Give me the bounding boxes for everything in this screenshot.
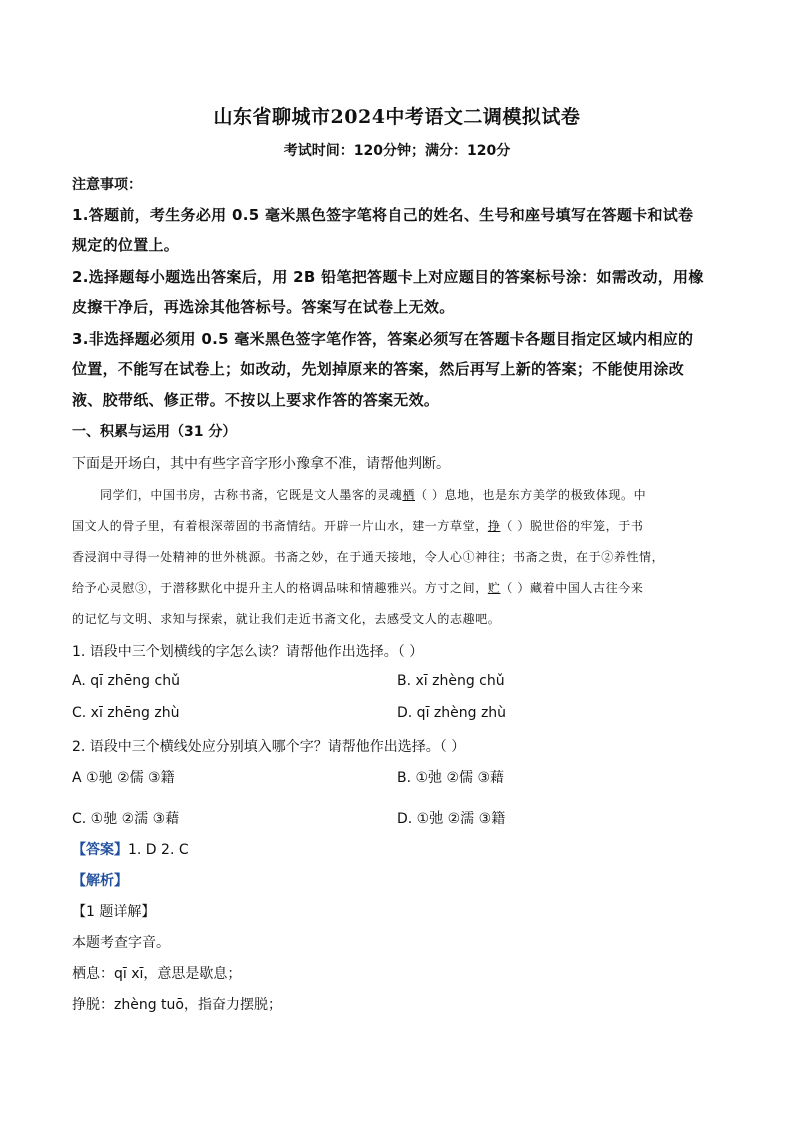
- answer-line: [72, 839, 732, 859]
- question-2-stem: 2. 语段中三个横线处应分别填入哪个字？请帮他作出选择。（ ）: [72, 739, 466, 755]
- notice-item-3-line-3: 液、胶带纸、修正带。不按以上要求作答的答案无效。: [72, 391, 440, 409]
- notice-item-2-line-2: 皮擦干净后，再选涂其他答标号。答案写在试卷上无效。: [72, 298, 455, 316]
- question-1-option-b: B. xī zhèng chǔ: [397, 673, 505, 689]
- question-1-stem: 1. 语段中三个划横线的字怎么读？请帮他作出选择。（ ）: [72, 644, 424, 660]
- passage-text: （ ）息地，也是东方美学的极致体现。中: [415, 488, 647, 502]
- analysis-label: 【解析】: [72, 873, 128, 889]
- underlined-char: 挣: [487, 519, 501, 533]
- notice-item-1-line-1: 1.答题前，考生务必用 0.5 毫米黑色签字笔将自己的姓名、生号和座号填写在答题卡和试卷: [72, 206, 694, 224]
- detail-heading: 【1 题详解】: [72, 904, 156, 920]
- page-subtitle: 考试时间：120分钟；满分：120分: [283, 143, 511, 159]
- section-heading: 一、积累与运用（31 分）: [72, 424, 237, 440]
- notice-item-3-line-1: 3.非选择题必须用 0.5 毫米黑色签字笔作答，答案必须写在答题卡各题目指定区域内相应的: [72, 330, 694, 348]
- question-2-option-b: B. ①弛 ②儒 ③藉: [397, 770, 505, 786]
- notice-heading: 注意事项：: [72, 177, 142, 193]
- passage-text: 给予心灵慰③，于潜移默化中提升主人的格调品味和情趣雅兴。方寸之间，: [72, 581, 488, 595]
- question-1-option-a: A. qī zhēng chǔ: [72, 673, 180, 689]
- answer-text: 1. D 2. C: [128, 842, 189, 858]
- question-2-option-c: C. ①驰 ②濡 ③藉: [72, 811, 180, 827]
- detail-line-2: 栖息：qī xī，意思是歇息；: [72, 966, 242, 982]
- passage-line-4: [72, 579, 732, 596]
- passage-line-1: [100, 486, 760, 503]
- underlined-char: 贮: [487, 581, 501, 595]
- notice-item-1-line-2: 规定的位置上。: [72, 236, 180, 254]
- passage-text: 国文人的骨子里，有着根深蒂固的书斋情结。开辟一片山水，建一方草堂，: [72, 519, 488, 533]
- question-1-option-d: D. qī zhèng zhù: [397, 705, 507, 721]
- underlined-char: 栖: [402, 488, 416, 502]
- question-2-option-a: A ①驰 ②儒 ③籍: [72, 770, 175, 786]
- notice-item-2-line-1: 2.选择题每小题选出答案后，用 2B 铅笔把答题卡上对应题目的答案标号涂：如需改动，用橡: [72, 268, 704, 286]
- question-2-option-d: D. ①弛 ②濡 ③籍: [397, 811, 506, 827]
- passage-line-3: 香浸润中寻得一处精神的世外桃源。书斋之妙，在于通天接地，令人心①神往；书斋之贵，在于②养性情，: [72, 550, 665, 564]
- detail-line-1: 本题考查字音。: [72, 935, 170, 951]
- notice-item-3-line-2: 位置，不能写在试卷上；如改动，先划掉原来的答案，然后再写上新的答案；不能使用涂改: [72, 360, 685, 378]
- answer-label: 【答案】: [72, 842, 128, 858]
- passage-text: （ ）脱世俗的牢笼，于书: [500, 519, 644, 533]
- question-1-option-c: C. xī zhēng zhù: [72, 705, 180, 721]
- passage-line-2: [72, 517, 732, 534]
- passage-text: （ ）藏着中国人古往今来: [500, 581, 644, 595]
- detail-line-3: 挣脱：zhèng tuō，指奋力摆脱；: [72, 997, 282, 1013]
- passage-text: 同学们，中国书房，古称书斋，它既是文人墨客的灵魂: [100, 488, 403, 502]
- section-intro: 下面是开场白，其中有些字音字形小豫拿不准，请帮他判断。: [72, 456, 450, 472]
- page-title: 山东省聊城市2024中考语文二调模拟试卷: [213, 106, 581, 128]
- passage-line-5: 的记忆与文明、求知与探索，就让我们走近书斋文化，去感受文人的志趣吧。: [72, 612, 501, 626]
